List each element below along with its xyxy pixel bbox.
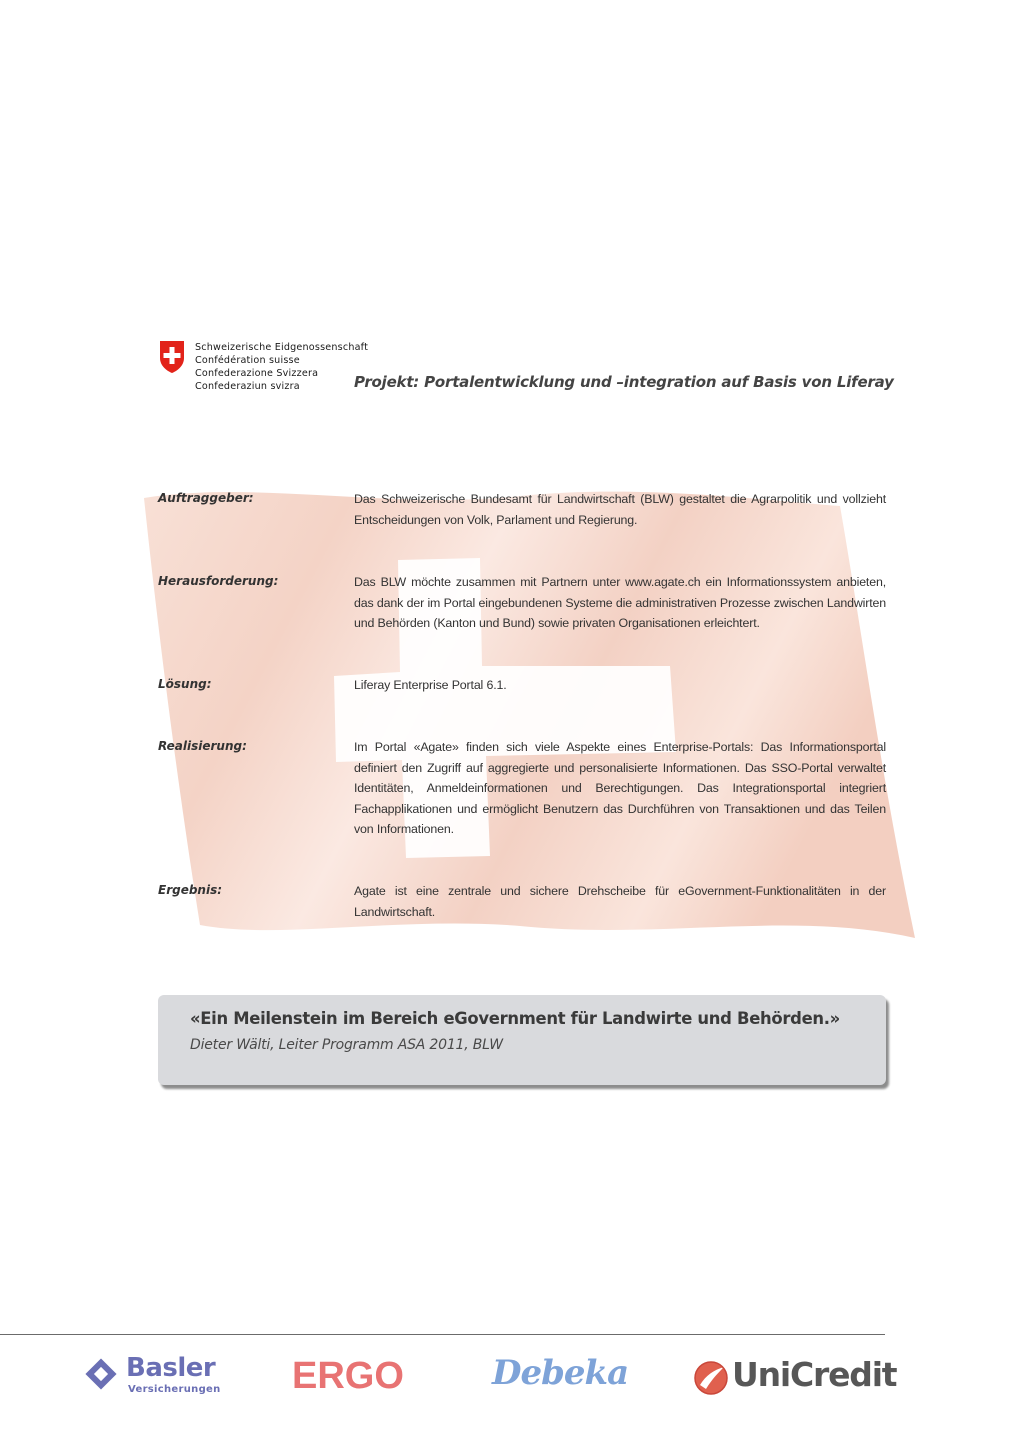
authority-line-fr: Confédération suisse xyxy=(195,355,300,366)
basler-logo xyxy=(86,1355,226,1403)
swiss-confederation-logo xyxy=(158,340,378,396)
row-label: Ergebnis: xyxy=(158,883,223,897)
footer-divider xyxy=(0,1334,885,1335)
row-text: Liferay Enterprise Portal 6.1. xyxy=(354,678,507,692)
swiss-flag-graphic xyxy=(140,470,920,950)
authority-line-rm: Confederaziun svizra xyxy=(195,381,300,392)
testimonial-author: Dieter Wälti, Leiter Programm ASA 2011, BLW xyxy=(190,1037,503,1053)
basler-name: Basler xyxy=(126,1353,216,1383)
row-text: Im Portal «Agate» finden sich viele Aspekte eines Enterprise-Portals: Das Informationsportal definiert den Zugriff auf aggregierte und personalisierte Informationen. Das SSO-Portal verwaltet Identitäten, Anmeldeinformationen und Berechtigungen. Das Integrationsportal integriert Fachapplikationen und ermöglicht Benutzern das Durchführen von Transaktionen und das Teilen von Informationen. xyxy=(354,740,886,837)
project-title: Projekt: Portalentwicklung und –integration auf Basis von Liferay xyxy=(354,373,894,391)
ergo-logo xyxy=(292,1355,422,1403)
ergo-name: ERGO xyxy=(292,1355,404,1397)
testimonial-quote: «Ein Meilenstein im Bereich eGovernment für Landwirte und Behörden.» xyxy=(190,1009,840,1028)
basler-subtitle: Versicherungen xyxy=(128,1384,221,1395)
authority-line-de: Schweizerische Eidgenossenschaft xyxy=(195,342,369,353)
row-text: Das BLW möchte zusammen mit Partnern unter www.agate.ch ein Informationssystem anbieten, das dank der im Portal eingebundenen Systeme die administrativen Prozesse zwischen Landwirten und Behörden (Kanton und Bund) sowie privaten Organisationen erleichtert. xyxy=(354,575,886,631)
basler-diamond-icon xyxy=(85,1358,116,1389)
row-label: Realisierung: xyxy=(158,739,247,753)
swiss-shield-icon xyxy=(158,340,186,374)
row-text: Das Schweizerische Bundesamt für Landwirtschaft (BLW) gestaltet die Agrarpolitik und vollzieht Entscheidungen von Volk, Parlament und Regierung. xyxy=(354,492,886,527)
row-label: Herausforderung: xyxy=(158,574,279,588)
debeka-logo xyxy=(492,1355,632,1403)
authority-line-it: Confederazione Svizzera xyxy=(195,368,319,379)
row-label: Auftraggeber: xyxy=(158,491,254,505)
unicredit-logo xyxy=(692,1355,897,1403)
unicredit-mark-icon xyxy=(694,1361,728,1395)
authority-name xyxy=(195,341,368,393)
testimonial-box xyxy=(158,995,886,1085)
debeka-name: Debeka xyxy=(492,1353,629,1393)
row-label: Lösung: xyxy=(158,677,212,691)
row-text: Agate ist eine zentrale und sichere Drehscheibe für eGovernment-Funktionalitäten in der Landwirtschaft. xyxy=(354,884,886,919)
unicredit-name: UniCredit xyxy=(732,1355,897,1394)
